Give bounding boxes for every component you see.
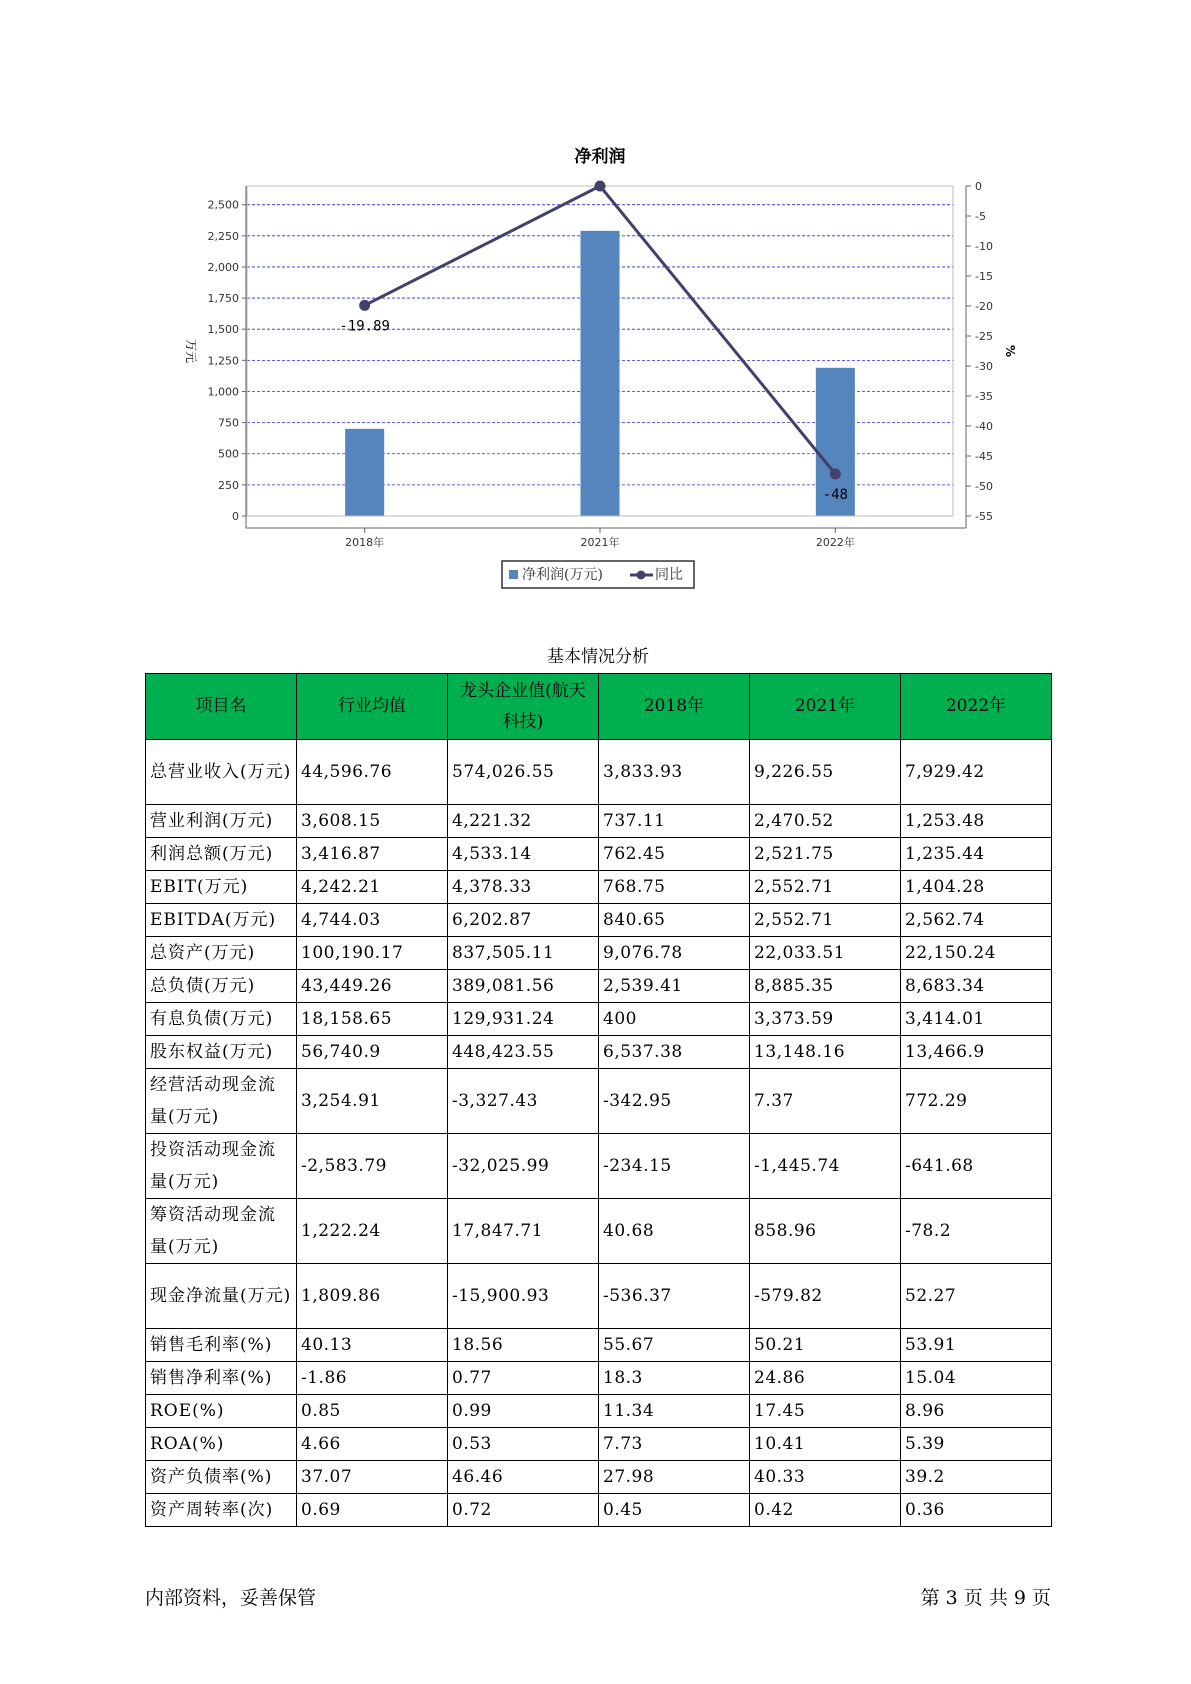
value-cell: -641.68 [901,1134,1052,1199]
table-header-row [146,674,1052,740]
x-tick-label: 2021年 [580,536,620,549]
value-cell: -2,583.79 [297,1134,448,1199]
table-row [146,1362,1052,1395]
value-cell: 22,150.24 [901,937,1052,970]
table-body [146,740,1052,1527]
legend-label-line: 同比 [655,567,683,583]
value-cell: 3,608.15 [297,805,448,838]
value-cell: 22,033.51 [750,937,901,970]
value-cell: 17,847.71 [448,1199,599,1264]
column-header: 2018年 [599,674,750,740]
value-cell: 3,373.59 [750,1003,901,1036]
row-label-cell: ROE(%) [146,1395,297,1428]
row-label-cell: 总负债(万元) [146,970,297,1003]
right-tick-label: -5 [975,210,986,223]
value-cell: 11.34 [599,1395,750,1428]
value-cell: 1,222.24 [297,1199,448,1264]
value-cell: 18,158.65 [297,1003,448,1036]
value-cell: 762.45 [599,838,750,871]
line-point [830,469,841,480]
row-label-cell: EBITDA(万元) [146,904,297,937]
left-tick-label: 750 [218,416,239,430]
value-cell: 40.13 [297,1329,448,1362]
value-cell: -32,025.99 [448,1134,599,1199]
left-tick-label: 1,250 [207,354,239,368]
line-point [359,300,370,311]
value-cell: 52.27 [901,1264,1052,1329]
left-tick-label: 500 [218,447,239,461]
bar-series [345,231,855,516]
value-cell: -342.95 [599,1069,750,1134]
row-label-cell: 利润总额(万元) [146,838,297,871]
right-tick-label: -25 [975,330,993,343]
value-cell: 6,202.87 [448,904,599,937]
value-cell: -1.86 [297,1362,448,1395]
right-tick-label: -15 [975,270,993,283]
table-row [146,970,1052,1003]
row-label-cell: 资产负债率(%) [146,1461,297,1494]
value-cell: 9,076.78 [599,937,750,970]
value-cell: -78.2 [901,1199,1052,1264]
analysis-table [145,673,1052,1527]
table-row [146,1264,1052,1329]
value-cell: 24.86 [750,1362,901,1395]
value-cell: 9,226.55 [750,740,901,805]
value-cell: 13,148.16 [750,1036,901,1069]
value-cell: -15,900.93 [448,1264,599,1329]
left-tick-label: 1,750 [207,292,239,306]
left-tick-label: 0 [232,510,239,523]
value-cell: -3,327.43 [448,1069,599,1134]
value-cell: -579.82 [750,1264,901,1329]
table-row [146,937,1052,970]
value-cell: 0.53 [448,1428,599,1461]
column-header: 项目名 [146,674,297,740]
value-cell: 37.07 [297,1461,448,1494]
value-cell: 43,449.26 [297,970,448,1003]
row-label-cell: 筹资活动现金流量(万元) [146,1199,297,1264]
value-cell: 17.45 [750,1395,901,1428]
value-cell: 4.66 [297,1428,448,1461]
legend-swatch-point [637,571,646,580]
table-row [146,1329,1052,1362]
value-cell: 400 [599,1003,750,1036]
x-tick-label: 2022年 [815,536,855,549]
left-tick-label: 2,500 [207,198,239,212]
value-cell: 837,505.11 [448,937,599,970]
value-cell: 1,253.48 [901,805,1052,838]
value-cell: -536.37 [599,1264,750,1329]
net-profit-chart [0,0,1191,600]
value-cell: -234.15 [599,1134,750,1199]
value-cell: 4,221.32 [448,805,599,838]
value-cell: 44,596.76 [297,740,448,805]
table-row [146,838,1052,871]
value-cell: 840.65 [599,904,750,937]
row-label-cell: 销售净利率(%) [146,1362,297,1395]
bar [345,429,384,516]
value-cell: 2,539.41 [599,970,750,1003]
row-label-cell: 股东权益(万元) [146,1036,297,1069]
table-row [146,904,1052,937]
value-cell: 448,423.55 [448,1036,599,1069]
right-tick-label: -40 [975,420,993,433]
value-cell: 737.11 [599,805,750,838]
value-cell: 4,242.21 [297,871,448,904]
value-cell: 4,744.03 [297,904,448,937]
table-row [146,1428,1052,1461]
line-point [595,181,606,192]
value-cell: 0.42 [750,1494,901,1527]
value-cell: 129,931.24 [448,1003,599,1036]
value-cell: 18.3 [599,1362,750,1395]
row-label-cell: 有息负债(万元) [146,1003,297,1036]
right-tick-label: -30 [975,360,993,373]
table-row [146,1395,1052,1428]
table-row [146,1134,1052,1199]
confidential-note: 内部资料，妥善保管 [145,1587,317,1609]
value-cell: 4,533.14 [448,838,599,871]
value-cell: 56,740.9 [297,1036,448,1069]
row-label-cell: 投资活动现金流量(万元) [146,1134,297,1199]
table-row [146,740,1052,805]
table-row [146,1036,1052,1069]
x-tick-label: 2018年 [345,536,385,549]
value-cell: 0.69 [297,1494,448,1527]
left-tick-label: 2,250 [207,229,239,243]
row-label-cell: 总营业收入(万元) [146,740,297,805]
value-cell: 858.96 [750,1199,901,1264]
value-cell: 389,081.56 [448,970,599,1003]
value-cell: 6,537.38 [599,1036,750,1069]
value-cell: 100,190.17 [297,937,448,970]
table-row [146,805,1052,838]
page-number: 第 3 页 共 9 页 [920,1587,1051,1609]
row-label-cell: 经营活动现金流量(万元) [146,1069,297,1134]
column-header: 龙头企业值(航天科技) [448,674,599,740]
value-cell: 8,683.34 [901,970,1052,1003]
value-cell: 46.46 [448,1461,599,1494]
left-tick-label: 250 [218,478,239,492]
value-cell: 8,885.35 [750,970,901,1003]
table-row [146,1199,1052,1264]
value-cell: 574,026.55 [448,740,599,805]
value-cell: 50.21 [750,1329,901,1362]
value-cell: 0.72 [448,1494,599,1527]
value-cell: 772.29 [901,1069,1052,1134]
value-cell: 0.45 [599,1494,750,1527]
column-header: 行业均值 [297,674,448,740]
value-cell: 7.73 [599,1428,750,1461]
table-row [146,1003,1052,1036]
value-cell: 27.98 [599,1461,750,1494]
value-cell: 18.56 [448,1329,599,1362]
row-label-cell: 总资产(万元) [146,937,297,970]
value-cell: 4,378.33 [448,871,599,904]
value-cell: 53.91 [901,1329,1052,1362]
value-cell: 10.41 [750,1428,901,1461]
left-tick-label: 1,500 [207,323,239,337]
value-cell: 1,235.44 [901,838,1052,871]
value-cell: 2,521.75 [750,838,901,871]
value-cell: 7.37 [750,1069,901,1134]
right-tick-label: -35 [975,390,993,403]
row-label-cell: 现金净流量(万元) [146,1264,297,1329]
value-cell: 8.96 [901,1395,1052,1428]
row-label-cell: 营业利润(万元) [146,805,297,838]
value-cell: 2,552.71 [750,904,901,937]
value-cell: 0.36 [901,1494,1052,1527]
row-label-cell: ROA(%) [146,1428,297,1461]
value-cell: 3,414.01 [901,1003,1052,1036]
right-tick-label: -10 [975,240,993,253]
row-label-cell: EBIT(万元) [146,871,297,904]
row-label-cell: 资产周转率(次) [146,1494,297,1527]
right-axis-label: % [1003,344,1017,358]
right-tick-label: -20 [975,300,993,313]
value-cell: 3,254.91 [297,1069,448,1134]
legend-swatch-bar [509,570,518,579]
value-cell: 40.33 [750,1461,901,1494]
value-cell: 768.75 [599,871,750,904]
value-cell: 5.39 [901,1428,1052,1461]
chart-legend [502,561,694,588]
right-tick-label: -55 [975,510,993,523]
value-cell: 1,404.28 [901,871,1052,904]
value-cell: 0.99 [448,1395,599,1428]
value-cell: 39.2 [901,1461,1052,1494]
right-tick-label: -45 [975,450,993,463]
point-label: -19.89 [339,318,390,335]
value-cell: 55.67 [599,1329,750,1362]
value-cell: -1,445.74 [750,1134,901,1199]
row-label-cell: 销售毛利率(%) [146,1329,297,1362]
value-cell: 2,552.71 [750,871,901,904]
value-cell: 15.04 [901,1362,1052,1395]
column-header: 2021年 [750,674,901,740]
value-cell: 40.68 [599,1199,750,1264]
bar [581,231,620,516]
value-cell: 7,929.42 [901,740,1052,805]
value-cell: 2,470.52 [750,805,901,838]
column-header: 2022年 [901,674,1052,740]
left-tick-label: 2,000 [207,260,239,274]
point-label: -48 [822,487,848,503]
legend-label-bar: 净利润(万元) [522,567,603,583]
value-cell: 0.85 [297,1395,448,1428]
chart-title: 净利润 [574,147,626,167]
table-row [146,871,1052,904]
chart-canvas [0,0,1191,600]
value-cell: 1,809.86 [297,1264,448,1329]
right-tick-label: -50 [975,480,993,493]
value-cell: 3,833.93 [599,740,750,805]
value-cell: 13,466.9 [901,1036,1052,1069]
table-row [146,1494,1052,1527]
left-axis-label: 万元 [184,338,198,364]
right-tick-label: 0 [975,180,982,193]
table-caption: 基本情况分析 [547,647,649,667]
value-cell: 3,416.87 [297,838,448,871]
table-row [146,1069,1052,1134]
left-tick-label: 1,000 [207,385,239,399]
table-row [146,1461,1052,1494]
value-cell: 0.77 [448,1362,599,1395]
value-cell: 2,562.74 [901,904,1052,937]
